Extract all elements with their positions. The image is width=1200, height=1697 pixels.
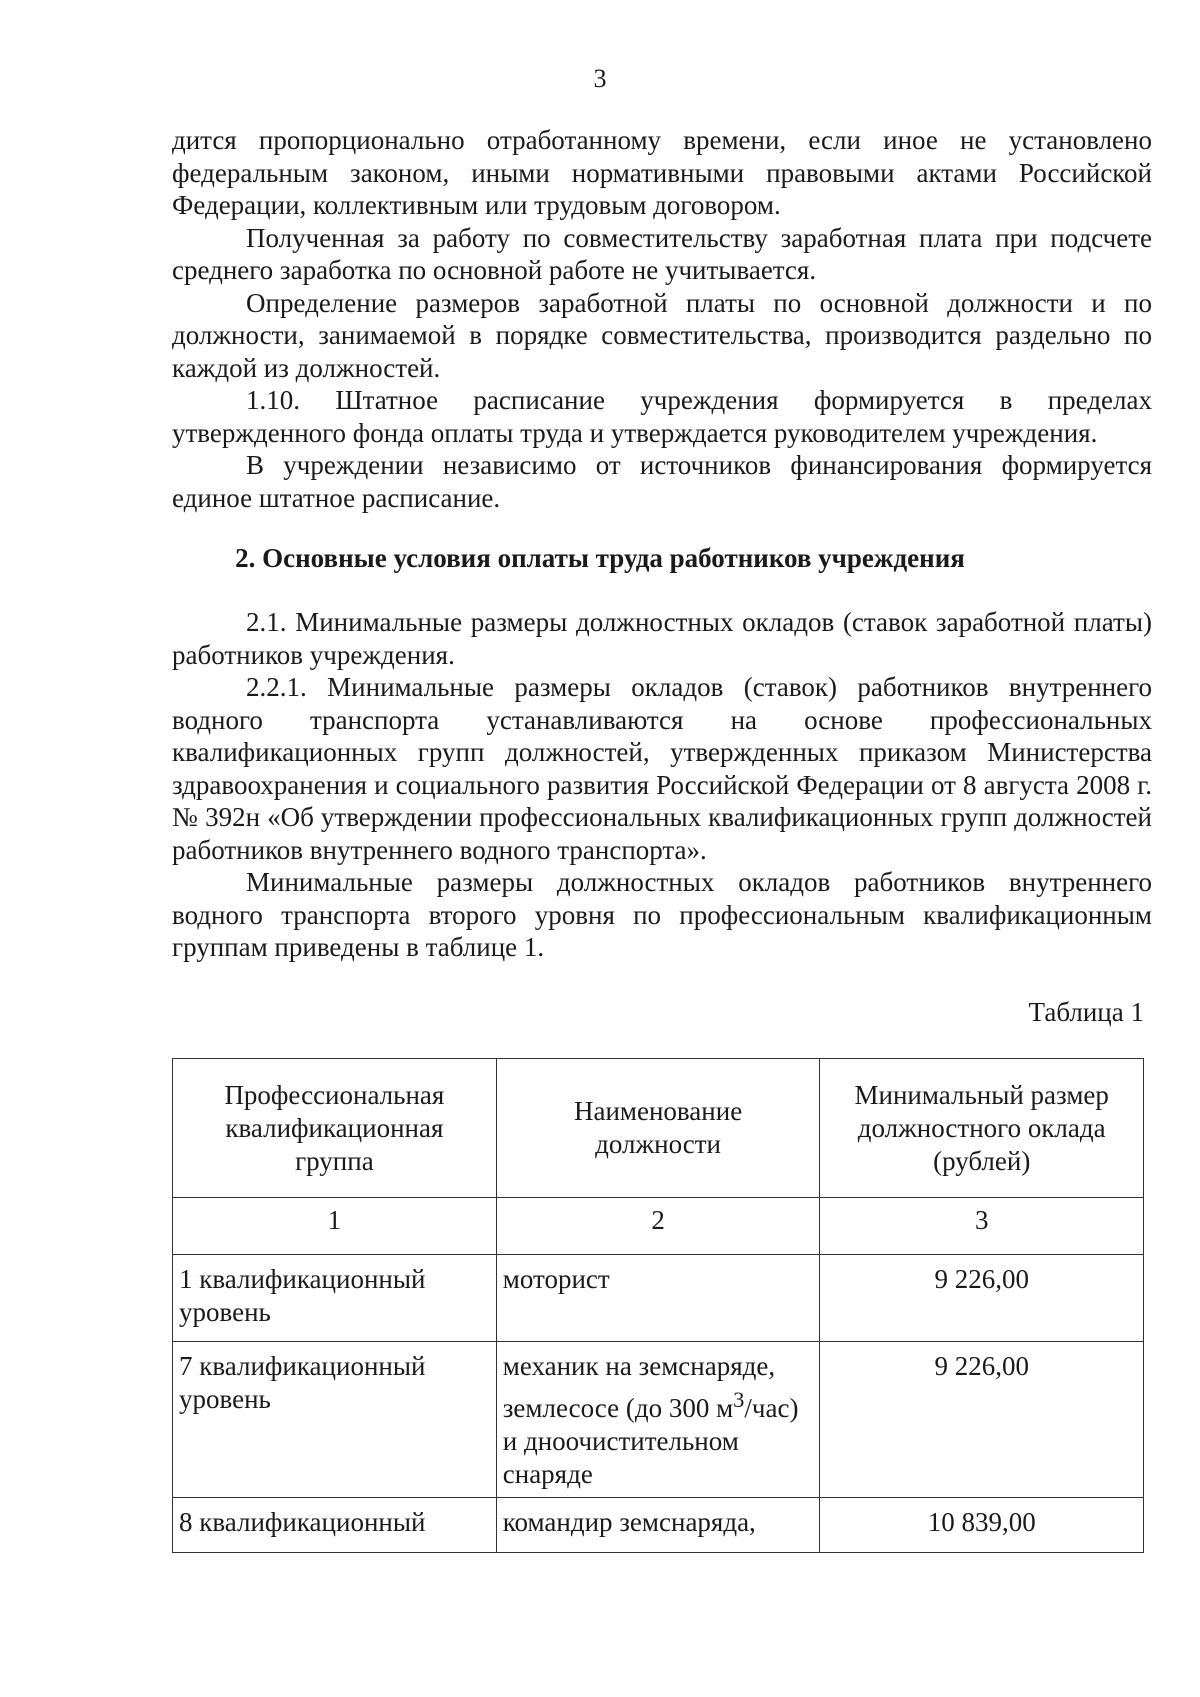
table-row <box>173 1342 1144 1498</box>
paragraph: В учреждении независимо от источников финансирования формируется единое штатное расписание. <box>172 450 1152 513</box>
section-heading: 2. Основные условия оплаты труда работников учреждения <box>235 543 965 573</box>
column-number: 3 <box>820 1198 1144 1255</box>
salary-cell: 9 226,00 <box>820 1342 1144 1498</box>
group-cell: 1 квалификационный уровень <box>173 1255 497 1342</box>
title-text-end: /час) и дноочистительном снаряде <box>502 1393 799 1489</box>
text-block-section-2 <box>172 606 1152 964</box>
table-row <box>173 1255 1144 1342</box>
group-cell: 8 квалификационный <box>173 1498 497 1553</box>
column-number-row <box>173 1198 1144 1255</box>
paragraph: 2.2.1. Минимальные размеры окладов (ставок) работников внутреннего водного транспорта устанавливаются на основе профессиональных квалификационных групп должностей, утвержденных приказом Министерства здравоохранения и социального развития Российской Федерации от 8 августа 2008 г. № 392н «Об утверждении профессиональных квалификационных групп должностей работников внутреннего водного транспорта». <box>172 672 1152 865</box>
table-row <box>173 1498 1144 1553</box>
group-cell: 7 квалификационный уровень <box>173 1342 497 1498</box>
column-number: 1 <box>173 1198 497 1255</box>
page-number: 3 <box>593 64 607 93</box>
table-header-row <box>173 1059 1144 1198</box>
text-block-intro <box>172 124 1152 514</box>
paragraph: дится пропорционально отработанному времени, если иное не установлено федеральным законом, иными нормативными правовыми актами Российской Федерации, коллективным или трудовым договором. <box>172 125 1152 220</box>
paragraph: Минимальные размеры должностных окладов работников внутреннего водного транспорта второго уровня по профессиональным квалификационным группам приведены в таблице 1. <box>172 867 1152 962</box>
header-qualification-group: Профессиональная квалификационная группа <box>173 1059 497 1198</box>
title-cell <box>496 1342 820 1498</box>
title-cell: командир земснаряда, <box>496 1498 820 1553</box>
salary-cell: 9 226,00 <box>820 1255 1144 1342</box>
paragraph: Определение размеров заработной платы по основной должности и по должности, занимаемой в порядке совместительства, производится раздельно по каждой из должностей. <box>172 287 1152 383</box>
paragraph: 1.10. Штатное расписание учреждения формируется в пределах утвержденного фонда оплаты труда и утверждается руководителем учреждения. <box>172 385 1152 448</box>
title-cell: моторист <box>496 1255 820 1342</box>
superscript: 3 <box>733 1387 745 1412</box>
header-min-salary: Минимальный размер должностного оклада (рублей) <box>820 1059 1144 1198</box>
title-text-start: механик на земснаряде, землесосе (до 300 м <box>502 1351 776 1423</box>
salary-cell: 10 839,00 <box>820 1498 1144 1553</box>
salary-table <box>172 1058 1144 1553</box>
paragraph: Полученная за работу по совместительству заработная плата при подсчете среднего заработка по основной работе не учитывается. <box>172 222 1152 285</box>
column-number: 2 <box>496 1198 820 1255</box>
paragraph: 2.1. Минимальные размеры должностных окладов (ставок заработной платы) работников учреждения. <box>172 607 1152 670</box>
table-caption: Таблица 1 <box>1028 997 1144 1027</box>
header-position-name: Наименование должности <box>496 1059 820 1198</box>
